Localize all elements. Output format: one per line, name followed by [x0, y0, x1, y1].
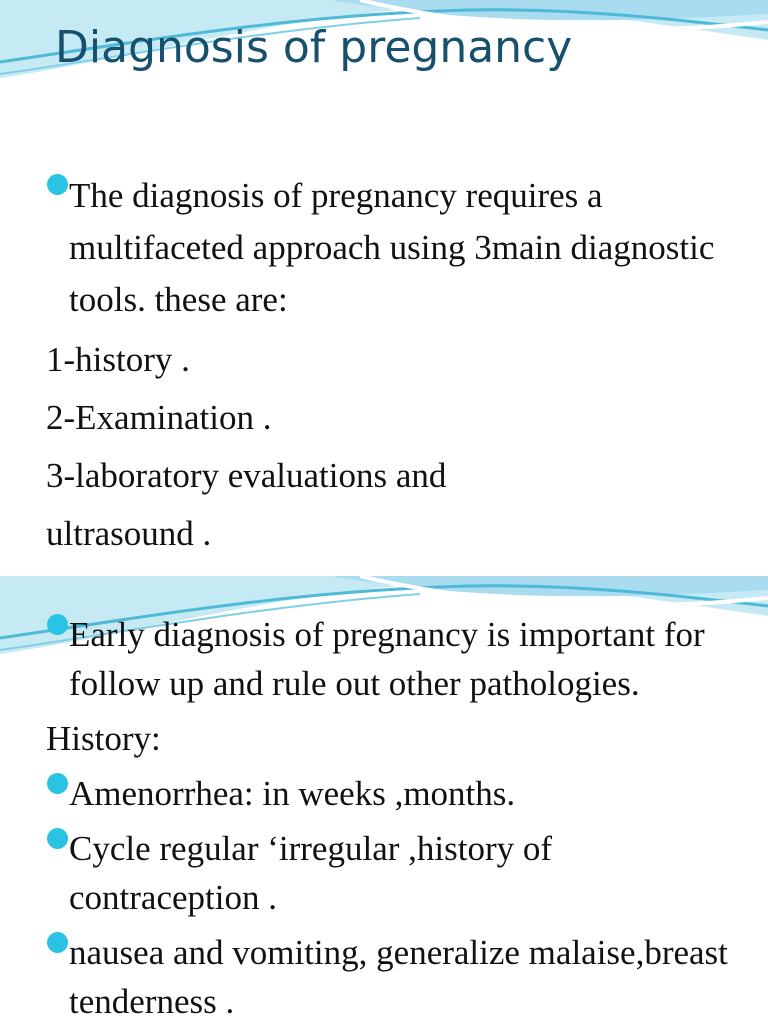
bullet-dot-icon — [47, 828, 68, 849]
list-item: 2-Examination . — [46, 398, 272, 437]
bullet-dot-icon — [47, 773, 68, 794]
slide-2-body — [0, 610, 768, 1024]
list-item: 3-laboratory evaluations and — [46, 456, 447, 495]
list-item — [0, 928, 768, 1024]
slide-title: Diagnosis of pregnancy — [55, 22, 573, 73]
list-item-text: Amenorrhea: in weeks ,months. — [69, 774, 516, 813]
list-item: 1-history . — [46, 340, 190, 379]
bullet-dot-icon — [47, 614, 68, 635]
intro-text: The diagnosis of pregnancy requires a multifaceted approach using 3main diagnostic tools. these are: — [69, 176, 715, 319]
bullet-dot-icon — [47, 932, 68, 953]
list-item-text: nausea and vomiting, generalize malaise,breast tenderness . — [69, 933, 728, 1021]
section-heading: History: — [46, 719, 161, 758]
slide-2 — [0, 576, 768, 1024]
list-item — [0, 769, 768, 818]
list-item: ultrasound . — [46, 514, 212, 553]
list-item-text: Cycle regular ‘irregular ,history of contraception . — [69, 829, 553, 917]
intro-text: Early diagnosis of pregnancy is important for follow up and rule out other pathologies. — [69, 615, 705, 703]
bullet-dot-icon — [47, 174, 68, 195]
intro-bullet — [0, 610, 768, 708]
slide-1-body — [0, 170, 768, 566]
intro-bullet — [0, 170, 768, 326]
list-item — [0, 824, 768, 922]
